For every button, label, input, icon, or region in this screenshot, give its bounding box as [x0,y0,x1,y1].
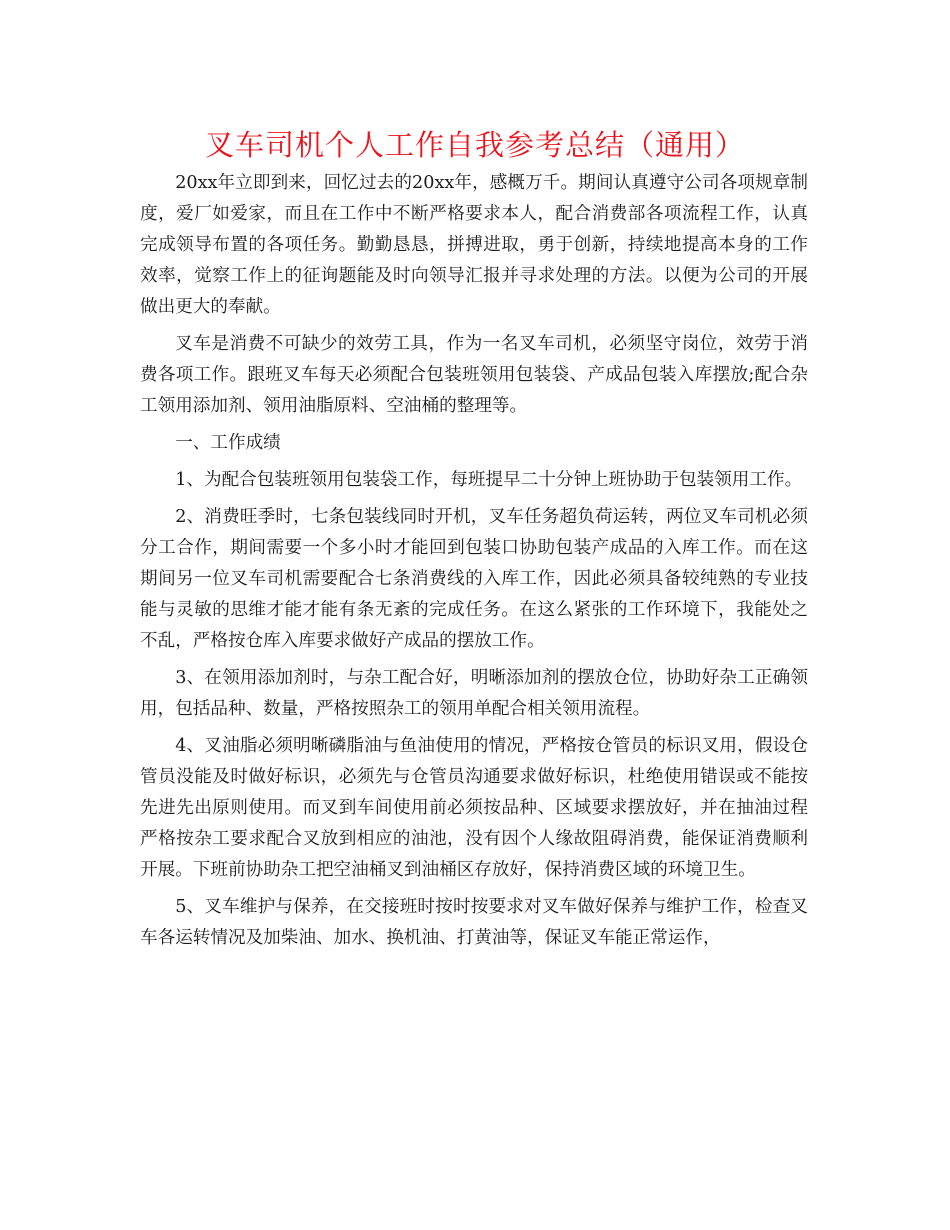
list-item-5: 5、叉车维护与保养，在交接班时按时按要求对叉车做好保养与维护工作，检查叉车各运转情况及加柴油、加水、换机油、打黄油等，保证叉车能正常运作， [140,897,808,948]
list-item-1: 1、为配合包装班领用包装袋工作，每班提早二十分钟上班协助于包装领用工作。 [175,470,803,490]
list-item-4: 4、叉油脂必须明晰磷脂油与鱼油使用的情况，严格按仓管员的标识叉用，假设仓管员没能及时做好标识，必须先与仓管员沟通要求做好标识，杜绝使用错误或不能按先进先出原则使用。而叉到车间使用前必须按品种、区域要求摆放好，并在抽油过程严格按杂工要求配合叉放到相应的油池，没有因个人缘故阻碍消费，能保证消费顺利开展。下班前协助杂工把空油桶叉到油桶区存放好，保持消费区域的环境卫生。 [140,736,808,880]
list-item-2: 2、消费旺季时，七条包装线同时开机，叉车任务超负荷运转，两位叉车司机必须分工合作，期间需要一个多小时才能回到包装口协助包装产成品的入库工作。而在这期间另一位叉车司机需要配合七条消费线的入库工作，因此必须具备较纯熟的专业技能与灵敏的思维才能才能有条无紊的完成任务。在这么紧张的工作环境下，我能处之不乱，严格按仓库入库要求做好产成品的摆放工作。 [140,507,808,651]
list-item-3: 3、在领用添加剂时，与杂工配合好，明晰添加剂的摆放仓位，协助好杂工正确领用，包括品种、数量，严格按照杂工的领用单配合相关领用流程。 [140,668,808,719]
section-heading-achievements: 一、工作成绩 [175,433,281,453]
paragraph-intro: 20xx年立即到来，回忆过去的20xx年，感概万千。期间认真遵守公司各项规章制度，爱厂如爱家，而且在工作中不断严格要求本人，配合消费部各项流程工作，认真完成领导布置的各项任务。勤勤恳恳，拼搏进取，勇于创新，持续地提高本身的工作效率，觉察工作上的征询题能及时向领导汇报并寻求处理的方法。以便为公司的开展做出更大的奉献。 [140,173,808,317]
document-title: 叉车司机个人工作自我参考总结（通用） [204,128,745,162]
paragraph-forklift-role: 叉车是消费不可缺少的效劳工具，作为一名叉车司机，必须坚守岗位，效劳于消费各项工作。跟班叉车每天必须配合包装班领用包装袋、产成品包装入库摆放;配合杂工领用添加剂、领用油脂原料、空油桶的整理等。 [140,334,808,416]
document-body [140,168,808,960]
